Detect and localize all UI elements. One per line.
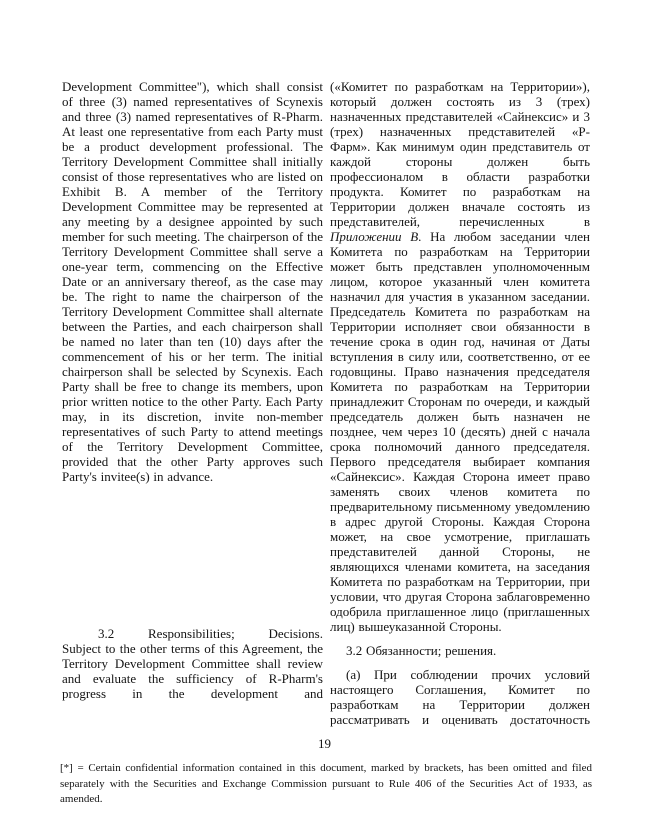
confidentiality-footnote: [*] = Certain confidential information contained in this document, marked by brackets, has been omitted and filed separately with the Securities and Exchange Commission pursuant to Rule 406 of the Securities Act of 1933, as amended. (60, 762, 592, 805)
russian-paragraph-3-2-a: (а) При соблюдении прочих условий настоящего Соглашения, Комитет по разработкам на Территории должен рассматривать и оценивать достаточность (330, 667, 590, 727)
russian-paragraph-3-1-part-1: («Комитет по разработкам на Территории»), который должен состоять из 3 (трех) назначенных представителей «Сайнексис» и 3 (трех) назначенных представителей «Р-Фарм». Как минимум один представитель от каждой стороны должен быть профессионалом в области разработки продукта. Комитет по разработкам на Территории должен вначале состоять из представителей, перечисленных в (330, 79, 590, 229)
russian-exhibit-b-italic-reference: Приложении В (330, 229, 419, 244)
russian-paragraph-3-1-part-2: . На любом заседании член Комитета по разработкам на Территории может быть представлен уполномоченным лицом, которое указанный член комитета назначил для участия в указанном заседании. Председатель Комитета по разработкам на Территории исполняет свои обязанности в течение срока в один год, начиная от Даты вступления в силу или, соответственно, от ее годовщины. Право назначения председателя Комитета по разработкам на Территории принадлежит Сторонам по очереди, и каждый председатель должен быть назначен не позднее, чем через 10 (десять) дней с начала срока полномочий данного председателя. Первого председателя выбирает компания «Сайнексис». Каждая Сторона имеет право заменять своих членов комитета по предварительному письменному уведомлению в адрес другой Стороны. Каждая Сторона может, на свое усмотрение, приглашать представителей данной Стороны, не являющихся членами комитета, на заседания Комитета по разработкам на Территории, при условии, что другая Сторона заблаговременно одобрила приглашенное лицо (приглашенных лиц) вышеуказанной Стороны. (330, 229, 590, 634)
russian-column (330, 79, 590, 727)
english-paragraph-3-1-continuation: Development Committee"), which shall consist of three (3) named representatives of Scynexis and three (3) named representatives of R-Pharm. At least one representative from each Party must be a product development professional. The Territory Development Committee shall initially consist of those representatives who are listed on Exhibit B. A member of the Territory Development Committee may be represented at any meeting by a designee appointed by such member for such meeting. The chairperson of the Territory Development Committee shall serve a one-year term, commencing on the Effective Date or an anniversary thereof, as the case may be. The right to name the chairperson of the Territory Development Committee shall alternate between the Parties, and each chairperson shall be named no later than ten (10) days after the commencement of his or her term. The initial chairperson shall be selected by Scynexis. Each Party shall be free to change its members, upon prior written notice to the other Party. Each Party may, in its discretion, invite non-member representatives of such Party to attend meetings of the Territory Development Committee, provided that the other Party approves such Party's invitee(s) in advance. (62, 79, 323, 484)
page-number: 19 (318, 736, 331, 751)
russian-paragraph-3-1-continuation (330, 79, 590, 634)
english-section-title-decisions: Decisions. (268, 626, 323, 641)
english-section-number: 3.2 (98, 626, 115, 641)
english-column (62, 79, 323, 727)
english-section-3-2-heading-line (62, 626, 323, 641)
english-paragraph-3-2-body: Subject to the other terms of this Agreement, the Territory Development Committee shall review and evaluate the sufficiency of R-Pharm's progress in the development and (62, 641, 323, 701)
russian-section-3-2-heading: 3.2 Обязанности; решения. (346, 643, 497, 658)
two-column-text-block (62, 79, 590, 727)
english-section-title-responsibilities: Responsibilities; (148, 626, 235, 641)
